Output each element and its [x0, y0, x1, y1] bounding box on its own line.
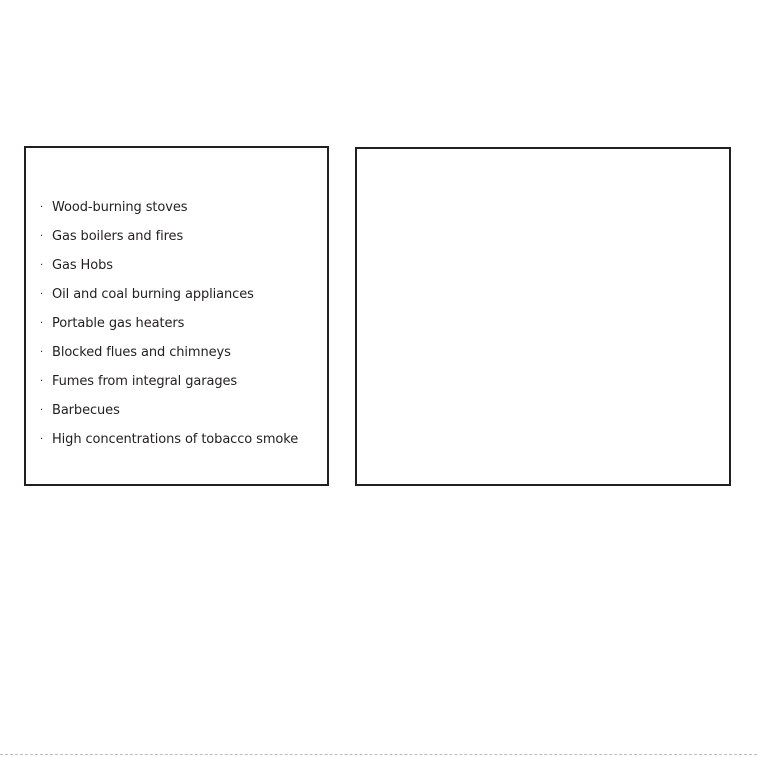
list-item-label: Barbecues — [52, 403, 120, 418]
bullet-icon: · — [40, 346, 44, 358]
bullet-icon: · — [40, 404, 44, 416]
bullet-icon: · — [40, 288, 44, 300]
bullet-icon: · — [40, 317, 44, 329]
list-item — [40, 396, 298, 425]
list-item — [40, 193, 298, 222]
list-item — [40, 338, 298, 367]
list-item — [40, 280, 298, 309]
list-item-label: Gas Hobs — [52, 258, 113, 273]
bullet-icon: · — [40, 433, 44, 445]
list-item-label: High concentrations of tobacco smoke — [52, 432, 299, 447]
bullet-icon: · — [40, 201, 44, 213]
list-item — [40, 425, 298, 454]
list-item — [40, 222, 298, 251]
list-item-label: Wood-burning stoves — [52, 200, 188, 215]
list-item — [40, 367, 298, 396]
empty-panel — [355, 147, 731, 486]
bullet-icon: · — [40, 259, 44, 271]
list-item-label: Oil and coal burning appliances — [52, 287, 254, 302]
list-item-label: Fumes from integral garages — [52, 374, 238, 389]
list-item — [40, 309, 298, 338]
list-item — [40, 251, 298, 280]
co-sources-list — [40, 193, 298, 454]
list-item-label: Portable gas heaters — [52, 316, 185, 331]
list-item-label: Blocked flues and chimneys — [52, 345, 231, 360]
list-item-label: Gas boilers and fires — [52, 229, 184, 244]
co-sources-panel — [24, 146, 329, 486]
bullet-icon: · — [40, 375, 44, 387]
bullet-icon: · — [40, 230, 44, 242]
page-divider — [0, 754, 757, 755]
